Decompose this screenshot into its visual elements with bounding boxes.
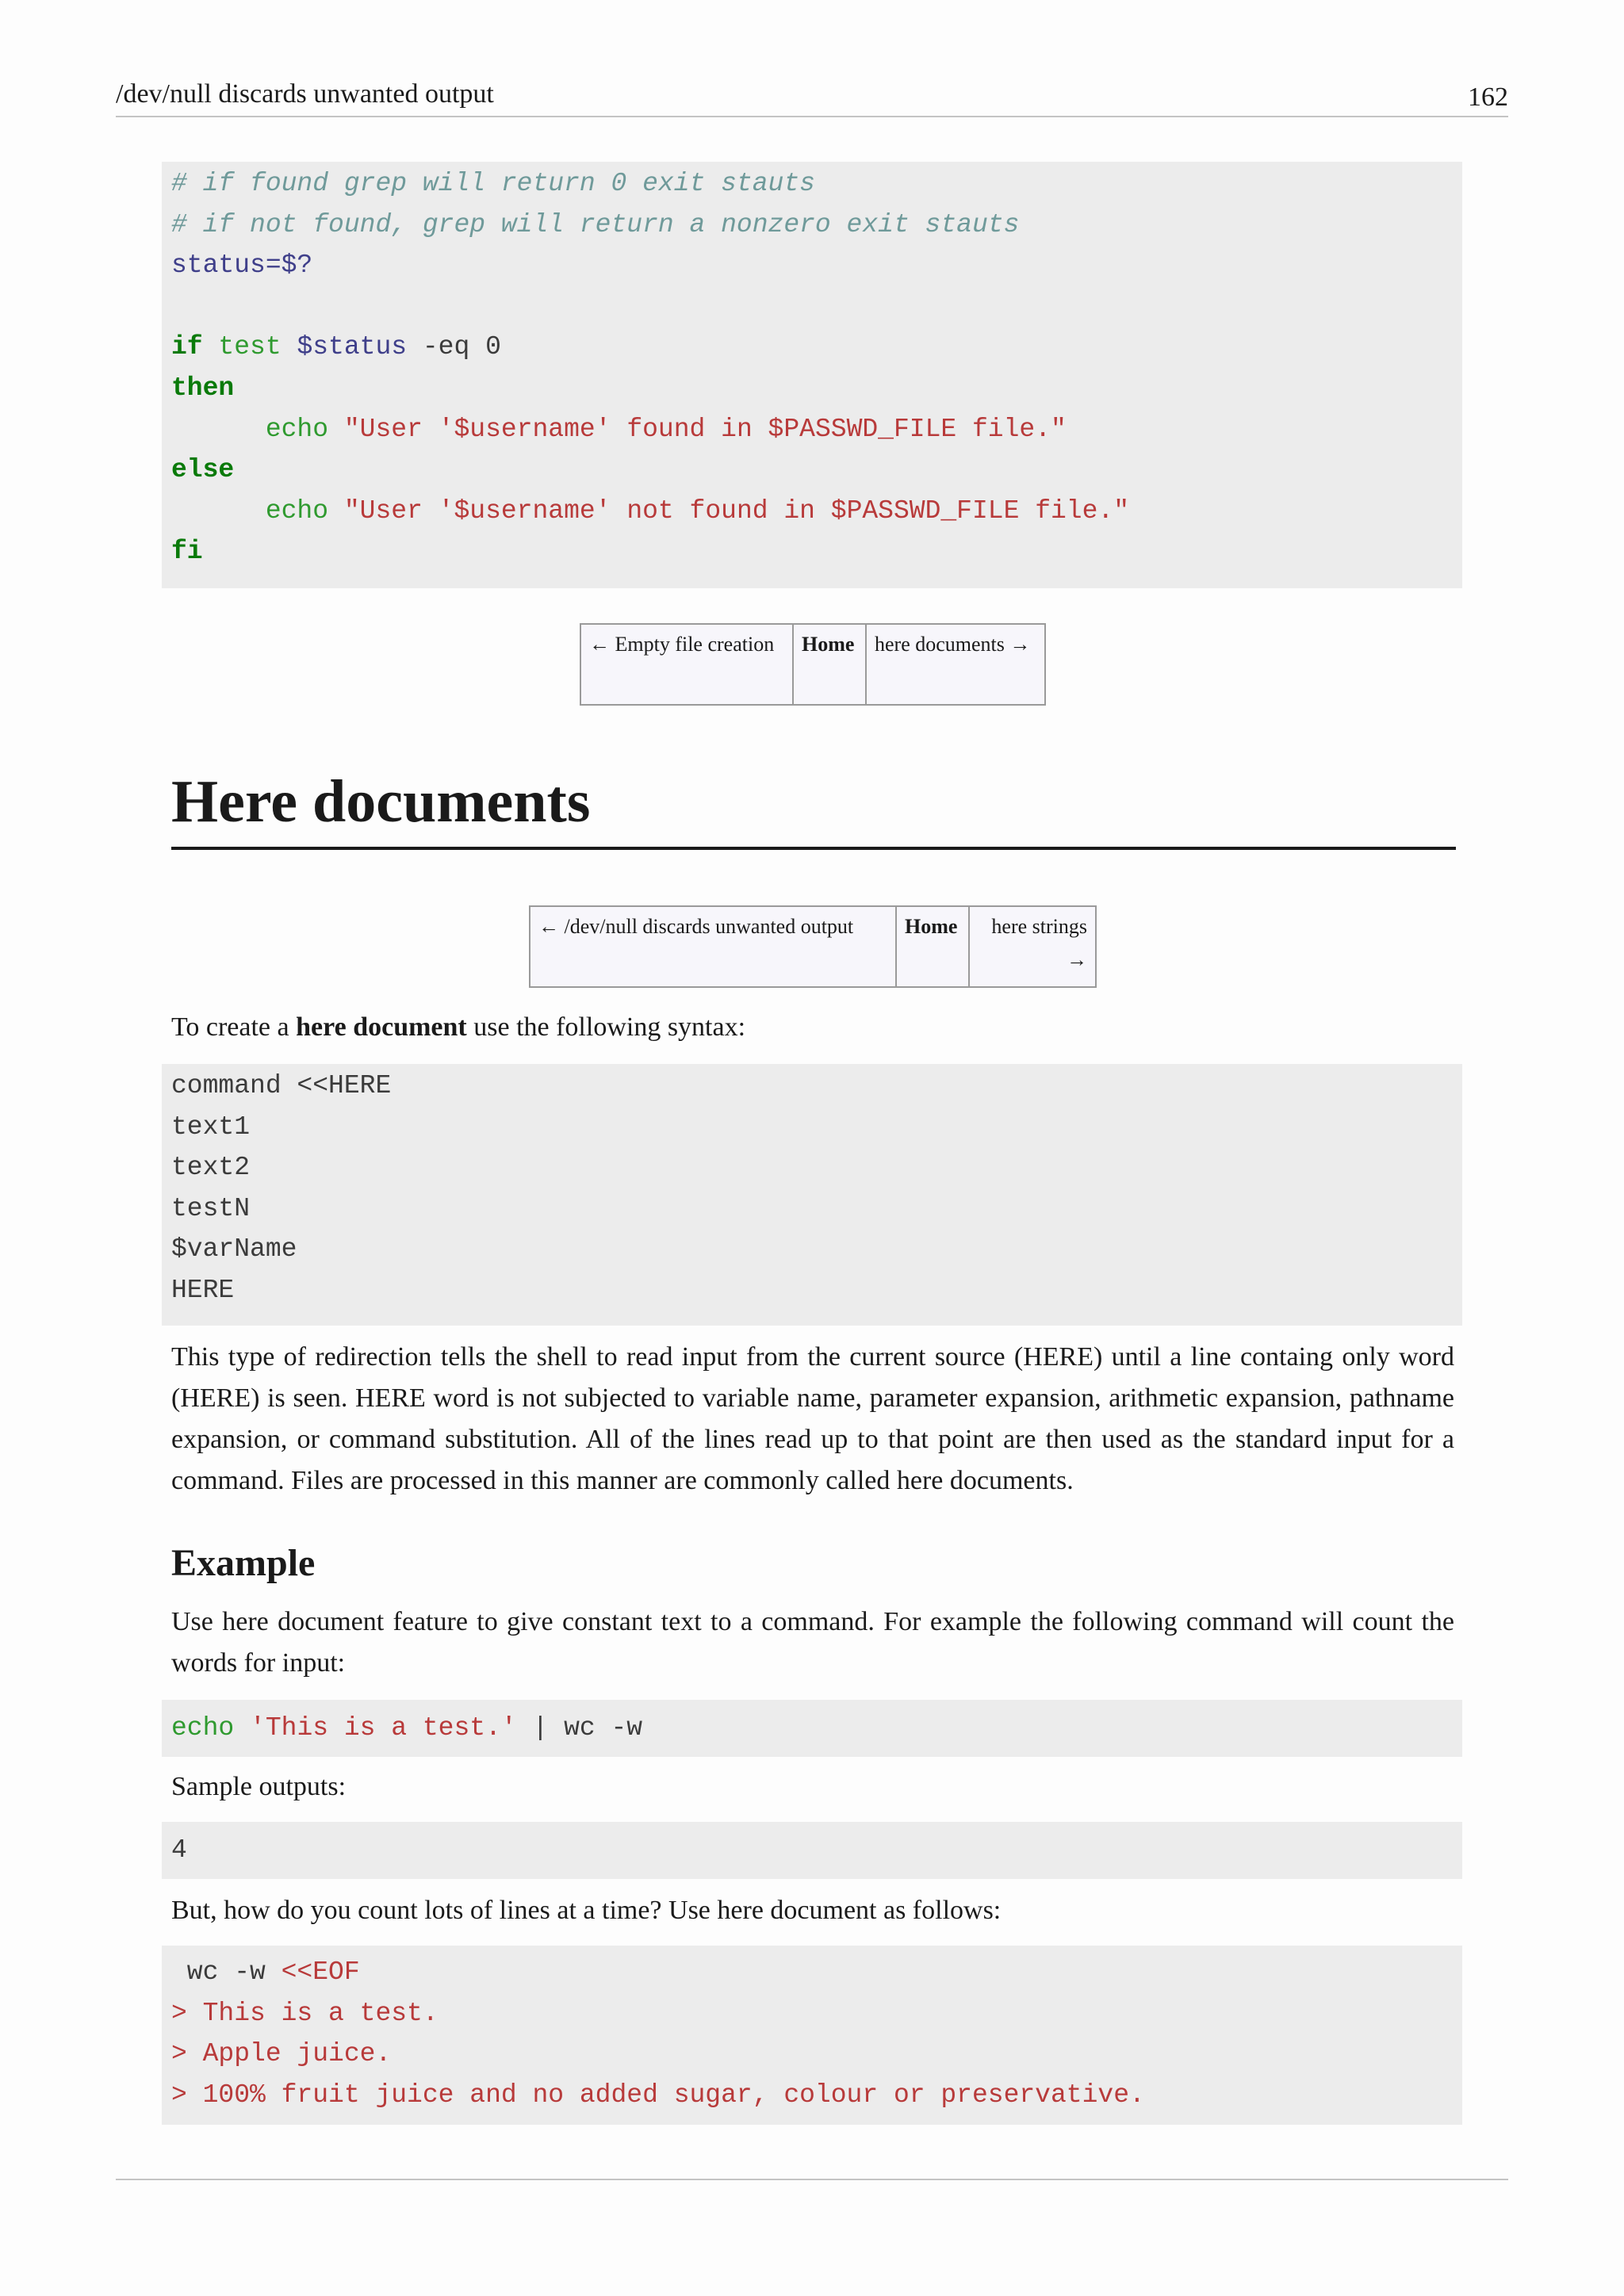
footer-rule xyxy=(116,2179,1508,2180)
chapter-nav-box xyxy=(580,623,1046,706)
code-token: $varName xyxy=(171,1234,297,1265)
nav-home-link[interactable]: Home xyxy=(896,906,969,987)
code-block-grep-status xyxy=(162,162,1462,588)
code-line xyxy=(171,1270,1462,1311)
running-title: /dev/null discards unwanted output xyxy=(116,79,494,109)
nav-prev-cell[interactable] xyxy=(580,624,793,705)
code-line xyxy=(171,327,1462,368)
left-arrow-icon: ← xyxy=(538,915,559,938)
left-arrow-icon: ← xyxy=(589,633,610,656)
intro-text-end: use the following syntax: xyxy=(466,1012,746,1042)
nav-prev-link[interactable]: Empty file creation xyxy=(615,633,775,656)
code-token xyxy=(328,496,344,526)
code-token: > Apple juice. xyxy=(171,2039,392,2069)
code-line xyxy=(171,1952,1462,1993)
code-token xyxy=(234,1713,250,1743)
code-block-echo xyxy=(162,1700,1462,1757)
nav-next-link[interactable]: here strings xyxy=(991,915,1087,938)
code-line xyxy=(171,2034,1462,2075)
code-token: test xyxy=(218,332,282,362)
code-token: echo xyxy=(171,1713,235,1743)
intro-paragraph xyxy=(171,1007,1454,1048)
code-line xyxy=(171,1708,1462,1749)
code-line xyxy=(171,1188,1462,1230)
sample-outputs-label: Sample outputs: xyxy=(171,1772,347,1801)
lots-of-lines-paragraph: But, how do you count lots of lines at a time? Use here document as follows: xyxy=(171,1896,1002,1925)
code-token: testN xyxy=(171,1193,251,1223)
nav-next-link[interactable]: here documents xyxy=(875,633,1005,656)
code-token xyxy=(328,415,344,444)
code-block-syntax xyxy=(162,1064,1462,1326)
example-heading: Example xyxy=(171,1542,316,1584)
code-token: text2 xyxy=(171,1153,251,1183)
code-token xyxy=(171,415,266,444)
code-token: | wc -w xyxy=(516,1713,643,1743)
right-arrow-icon: → xyxy=(1009,633,1031,656)
code-line xyxy=(171,409,1462,450)
code-token: # if not found, grep will return a nonzero exit stauts xyxy=(171,209,1020,239)
code-token: status=$? xyxy=(171,251,313,281)
nav-home-link[interactable]: Home xyxy=(793,624,866,705)
code-token: then xyxy=(171,373,235,403)
code-token: echo xyxy=(265,496,329,526)
code-token: command <<HERE xyxy=(171,1071,392,1100)
code-line xyxy=(171,491,1462,532)
code-token: fi xyxy=(171,537,203,567)
explanation-paragraph: This type of redirection tells the shell to read input from the current source (HERE) until a line containg only word (HERE) is seen. HERE word is not subjected to variable name, parameter expansion, arithmetic expansion, pathname expansion, or command substitution. All of the lines read up to that point are then used as the standard input for a command. Files are processed in this manner are commonly called here documents. xyxy=(171,1342,1454,1495)
code-line xyxy=(171,450,1462,491)
code-token: "User '$username' found in $PASSWD_FILE file." xyxy=(343,414,1067,444)
code-token: > 100% fruit juice and no added sugar, colour or preservative. xyxy=(171,2080,1145,2110)
code-line xyxy=(171,1993,1462,2034)
code-line xyxy=(171,531,1462,572)
code-token: else xyxy=(171,455,235,485)
code-token: > This is a test. xyxy=(171,1998,439,2028)
code-token: wc -w xyxy=(171,1957,282,1987)
example-paragraph: Use here document feature to give constant text to a command. For example the following command will count the words for input: xyxy=(171,1607,1454,1678)
code-line xyxy=(171,1830,1462,1871)
code-token: 'This is a test.' xyxy=(250,1713,517,1743)
code-line xyxy=(171,1229,1462,1270)
code-token: $status xyxy=(297,332,408,362)
nav-next-cell[interactable] xyxy=(969,906,1096,987)
page-number: 162 xyxy=(1468,82,1508,112)
code-token xyxy=(203,332,219,362)
code-line xyxy=(171,205,1462,246)
code-token: text1 xyxy=(171,1112,251,1142)
code-line xyxy=(171,1147,1462,1188)
code-line xyxy=(171,2075,1462,2116)
code-token: "User '$username' not found in $PASSWD_FILE file." xyxy=(343,496,1130,526)
code-line xyxy=(171,1066,1462,1107)
code-token xyxy=(282,332,297,362)
code-line xyxy=(171,245,1462,286)
code-block-output xyxy=(162,1822,1462,1879)
nav-prev-cell[interactable] xyxy=(530,906,896,987)
code-line xyxy=(171,286,1462,327)
nav-next-cell[interactable] xyxy=(866,624,1045,705)
code-token: 4 xyxy=(171,1835,187,1865)
code-token: echo xyxy=(265,414,329,444)
code-token: <<EOF xyxy=(281,1957,360,1987)
running-header xyxy=(116,76,1508,117)
code-line xyxy=(171,368,1462,409)
section-nav-box xyxy=(529,905,1097,988)
intro-text: To create a xyxy=(171,1012,297,1042)
nav-prev-link[interactable]: /dev/null discards unwanted output xyxy=(564,915,854,938)
code-line xyxy=(171,163,1462,205)
code-token: if xyxy=(171,332,203,362)
right-arrow-icon: → xyxy=(1067,948,1087,971)
code-block-wc xyxy=(162,1946,1462,2125)
code-token xyxy=(171,496,266,526)
code-token: HERE xyxy=(171,1275,235,1305)
code-token: # if found grep will return 0 exit stauts xyxy=(171,169,815,198)
code-token: -eq 0 xyxy=(407,332,501,362)
code-line xyxy=(171,1107,1462,1148)
intro-term: here document xyxy=(296,1012,467,1042)
page-title: Here documents xyxy=(171,766,1456,850)
